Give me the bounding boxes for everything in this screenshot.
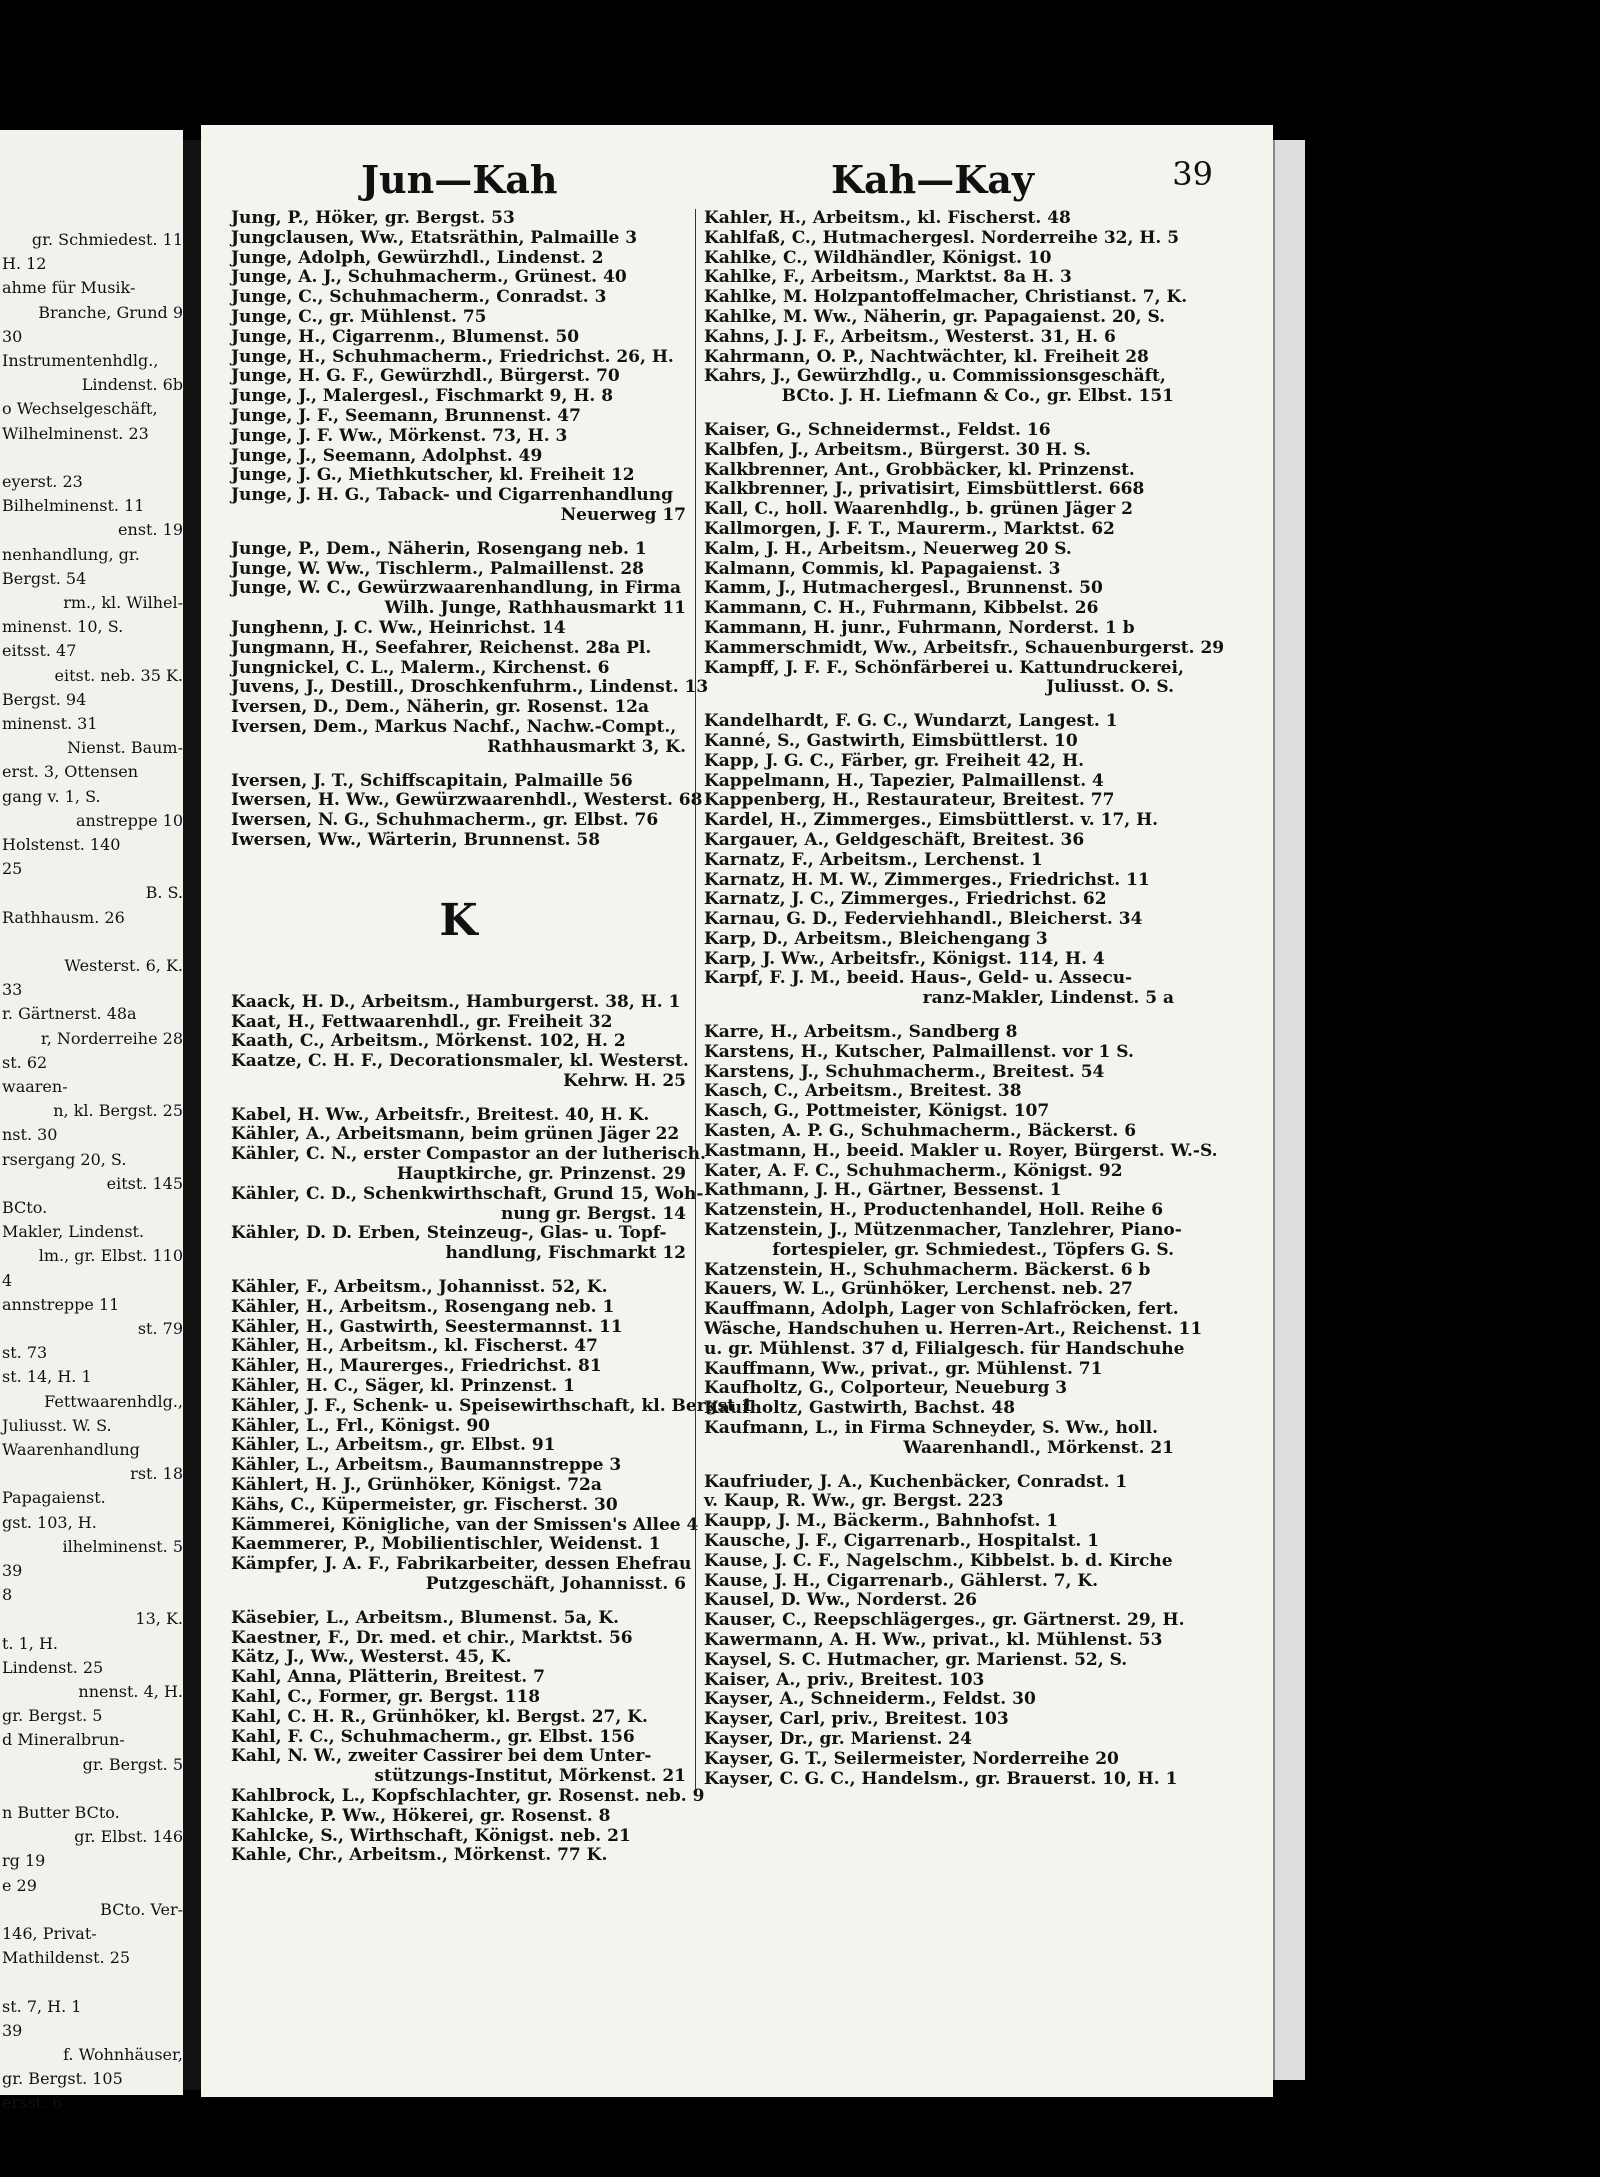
directory-entry: Kätz, J., Ww., Westerst. 45, K. bbox=[231, 1647, 512, 1668]
left-page-line: lm., gr. Elbst. 110 bbox=[38, 1246, 183, 1266]
left-page-line: ahme für Musik- bbox=[2, 278, 136, 298]
directory-entry: Karpf, F. J. M., beeid. Haus-, Geld- u. Assecu- bbox=[704, 968, 1133, 989]
directory-entry: Kahrmann, O. P., Nachtwächter, kl. Freiheit 28 bbox=[704, 346, 1149, 367]
left-page-line: gst. 103, H. bbox=[2, 1512, 97, 1532]
directory-entry: Kaiser, G., Schneidermst., Feldst. 16 bbox=[704, 419, 1051, 440]
directory-entry: Jungmann, H., Seefahrer, Reichenst. 28a Pl. bbox=[231, 637, 652, 658]
directory-entry: Kaatze, C. H. F., Decorationsmaler, kl. Westerst. bbox=[231, 1051, 689, 1072]
left-page-line: Westerst. 6, K. bbox=[64, 956, 183, 975]
left-page-line: eitsst. 47 bbox=[2, 641, 77, 661]
left-page-line: eitst. neb. 35 K. bbox=[54, 665, 183, 685]
left-page-line: Fettwaarenhdlg., bbox=[44, 1391, 183, 1411]
left-page-line: Makler, Lindenst. bbox=[2, 1222, 145, 1242]
directory-entry: Kahns, J. J. F., Arbeitsm., Westerst. 31, H. 6 bbox=[704, 326, 1116, 347]
left-page-line: n Butter BCto. bbox=[2, 1803, 120, 1822]
entry-continuation: Rathhausmarkt 3, K. bbox=[487, 736, 686, 757]
entry-continuation: Wilh. Junge, Rathhausmarkt 11 bbox=[384, 598, 686, 619]
directory-entry: Iversen, Dem., Markus Nachf., Nachw.-Compt., bbox=[231, 716, 677, 737]
directory-entry: Kähler, F., Arbeitsm., Johannisst. 52, K. bbox=[231, 1277, 608, 1298]
left-page-line: Holstenst. 140 bbox=[2, 835, 121, 854]
directory-entry: Kauers, W. L., Grünhöker, Lerchenst. neb. 27 bbox=[704, 1279, 1133, 1300]
directory-entry: Kayser, G. T., Seilermeister, Norderreihe 20 bbox=[704, 1748, 1119, 1769]
left-page-line: f. Wohnhäuser, bbox=[63, 2045, 183, 2064]
directory-entry: Kämmerei, Königliche, van der Smissen's Allee 4 bbox=[231, 1514, 699, 1535]
directory-entry: Kähler, C. D., Schenkwirthschaft, Grund 15, Woh- bbox=[231, 1183, 704, 1204]
left-page-line: gr. Bergst. 5 bbox=[82, 1754, 183, 1774]
page-edge bbox=[1273, 140, 1305, 2080]
directory-entry: Junge, A. J., Schuhmacherm., Grünest. 40 bbox=[231, 267, 627, 288]
directory-entry: Kaestner, F., Dr. med. et chir., Marktst. 56 bbox=[231, 1627, 633, 1648]
directory-entry: Kähler, H., Maurerges., Friedrichst. 81 bbox=[231, 1356, 602, 1377]
directory-entry: Kauser, C., Reepschlägerges., gr. Gärtnerst. 29, H. bbox=[704, 1610, 1185, 1631]
directory-entry: Kaiser, A., priv., Breitest. 103 bbox=[704, 1669, 985, 1690]
directory-entry: Kardel, H., Zimmerges., Eimsbüttlerst. v. 17, H. bbox=[704, 810, 1159, 831]
directory-entry: Kanné, S., Gastwirth, Eimsbüttlerst. 10 bbox=[704, 730, 1078, 751]
left-page-line: gang v. 1, S. bbox=[2, 786, 101, 806]
left-column bbox=[231, 208, 753, 1866]
directory-entry: Kausel, D. Ww., Norderst. 26 bbox=[704, 1590, 977, 1611]
left-page-line: Papagaienst. bbox=[2, 1488, 106, 1508]
entry-gap bbox=[704, 698, 1174, 712]
directory-entry: Kahlfaß, C., Hutmachergesl. Norderreihe 32, H. 5 bbox=[704, 227, 1180, 248]
directory-entry: Kaufholtz, Gastwirth, Bachst. 48 bbox=[704, 1398, 1016, 1419]
entry-continuation: Waarenhandl., Mörkenst. 21 bbox=[903, 1437, 1174, 1458]
section-letter: K bbox=[439, 894, 478, 946]
entry-gap bbox=[704, 1009, 1174, 1023]
directory-entry: Kaat, H., Fettwaarenhdl., gr. Freiheit 32 bbox=[231, 1011, 613, 1032]
left-page-line: ilhelminenst. 5 bbox=[62, 1536, 183, 1556]
directory-entry: Kahlke, M. Holzpantoffelmacher, Christianst. 7, K. bbox=[704, 287, 1188, 308]
left-page-line: gr. Bergst. 5 bbox=[2, 1706, 103, 1726]
directory-entry: Kahlcke, S., Wirthschaft, Königst. neb. 21 bbox=[231, 1825, 631, 1846]
directory-entry: Kahler, H., Arbeitsm., kl. Fischerst. 48 bbox=[704, 208, 1071, 228]
left-page-line: eyerst. 23 bbox=[2, 472, 83, 491]
entry-gap bbox=[231, 1595, 686, 1609]
directory-entry: Kahl, Anna, Plätterin, Breitest. 7 bbox=[231, 1667, 545, 1688]
directory-entry: Junge, J., Malergesl., Fischmarkt 9, H. 8 bbox=[231, 386, 614, 407]
directory-entry: Kalkbrenner, Ant., Grobbäcker, kl. Prinzenst. bbox=[704, 459, 1135, 480]
left-page-line: n, kl. Bergst. 25 bbox=[53, 1101, 183, 1121]
directory-entry: Junge, J. F., Seemann, Brunnenst. 47 bbox=[231, 405, 581, 426]
directory-entry: Kaemmerer, P., Mobilientischler, Weidenst. 1 bbox=[231, 1534, 661, 1555]
directory-entry: Kählert, H. J., Grünhöker, Königst. 72a bbox=[231, 1475, 602, 1496]
directory-entry: Kaath, C., Arbeitsm., Mörkenst. 102, H. 2 bbox=[231, 1031, 626, 1052]
directory-entry: Karnau, G. D., Federviehhandl., Bleicherst. 34 bbox=[704, 909, 1143, 930]
left-page-line: 8 bbox=[2, 1585, 13, 1605]
directory-entry: Kähler, L., Frl., Königst. 90 bbox=[231, 1415, 490, 1436]
left-page-line: Mathildenst. 25 bbox=[2, 1948, 131, 1968]
left-page-line: erst. 3, Ottensen bbox=[2, 762, 139, 782]
directory-entry: Kähler, J. F., Schenk- u. Speisewirthschaft, kl. Bergst 1 bbox=[231, 1395, 753, 1416]
directory-entry: Kähler, C. N., erster Compastor an der lutherisch. bbox=[231, 1144, 706, 1165]
directory-entry: Kahlke, M. Ww., Näherin, gr. Papagaienst. 20, S. bbox=[704, 306, 1166, 327]
directory-entry: Kähler, H., Arbeitsm., kl. Fischerst. 47 bbox=[231, 1336, 598, 1357]
directory-entry: Kauffmann, Ww., privat., gr. Mühlenst. 71 bbox=[704, 1358, 1103, 1379]
entry-continuation: Juliusst. O. S. bbox=[1046, 677, 1174, 698]
left-page-line: st. 79 bbox=[137, 1319, 183, 1338]
left-page-line: 146, Privat- bbox=[2, 1924, 97, 1943]
directory-entry: Kargauer, A., Geldgeschäft, Breitest. 36 bbox=[704, 829, 1085, 850]
left-page-line: rsergang 20, S. bbox=[2, 1149, 127, 1169]
left-page-line: e 29 bbox=[2, 1875, 37, 1895]
directory-entry: Kaysel, S. C. Hutmacher, gr. Marienst. 52, S. bbox=[704, 1649, 1128, 1670]
entry-continuation: handlung, Fischmarkt 12 bbox=[445, 1243, 686, 1264]
entry-continuation: BCto. J. H. Liefmann & Co., gr. Elbst. 151 bbox=[781, 386, 1174, 407]
directory-entry: Kähler, H. C., Säger, kl. Prinzenst. 1 bbox=[231, 1376, 575, 1397]
directory-entry: Jung, P., Höker, gr. Bergst. 53 bbox=[231, 208, 515, 228]
directory-entry: Kampff, J. F. F., Schönfärberei u. Kattundruckerei, bbox=[704, 657, 1184, 678]
left-page-line: gr. Bergst. 105 bbox=[2, 2069, 123, 2089]
directory-entry: Kähler, H., Arbeitsm., Rosengang neb. 1 bbox=[231, 1296, 615, 1317]
directory-entry: Kammann, H. junr., Fuhrmann, Norderst. 1 b bbox=[704, 617, 1135, 638]
directory-entry: Kausche, J. F., Cigarrenarb., Hospitalst. 1 bbox=[704, 1531, 1100, 1551]
left-page-line: Rathhausm. 26 bbox=[2, 907, 125, 927]
left-page-line: Waarenhandlung bbox=[2, 1440, 140, 1459]
directory-entry: Kapp, J. G. C., Färber, gr. Freiheit 42, H. bbox=[704, 750, 1085, 771]
directory-entry: Junghenn, J. C. Ww., Heinrichst. 14 bbox=[231, 617, 566, 638]
directory-entry: Kahlcke, P. Ww., Hökerei, gr. Rosenst. 8 bbox=[231, 1805, 611, 1826]
left-page-line: 39 bbox=[2, 2020, 23, 2040]
directory-entry: Kayser, Carl, priv., Breitest. 103 bbox=[704, 1709, 1009, 1730]
directory-entry: Karstens, J., Schuhmacherm., Breitest. 54 bbox=[704, 1061, 1105, 1082]
directory-entry: Kappelmann, H., Tapezier, Palmaillenst. 4 bbox=[704, 770, 1104, 791]
directory-entry: Kahl, C., Former, gr. Bergst. 118 bbox=[231, 1687, 541, 1707]
entry-gap bbox=[231, 526, 686, 540]
left-page-line: r, Norderreihe 28 bbox=[40, 1028, 183, 1048]
directory-entry: Kähler, L., Arbeitsm., gr. Elbst. 91 bbox=[231, 1435, 556, 1456]
left-page-line: Nienst. Baum- bbox=[67, 738, 183, 758]
left-page-line: Instrumentenhdlg., bbox=[2, 351, 159, 370]
entry-gap bbox=[704, 1459, 1174, 1473]
directory-entry: Kappenberg, H., Restaurateur, Breitest. 77 bbox=[704, 790, 1115, 811]
directory-entry: Kasch, C., Arbeitsm., Breitest. 38 bbox=[704, 1081, 1022, 1102]
entry-continuation: Kehrw. H. 25 bbox=[563, 1070, 686, 1091]
entry-continuation: fortespieler, gr. Schmiedest., Töpfers G. S. bbox=[772, 1239, 1174, 1260]
directory-entry: Kähs, C., Küpermeister, gr. Fischerst. 30 bbox=[231, 1494, 618, 1515]
directory-entry: Junge, P., Dem., Näherin, Rosengang neb. 1 bbox=[231, 538, 647, 559]
directory-entry: Kahl, N. W., zweiter Cassirer bei dem Unter- bbox=[231, 1746, 652, 1767]
directory-entry: Iwersen, H. Ww., Gewürzwaarenhdl., Westerst. 68 bbox=[231, 790, 703, 811]
directory-entry: Junge, C., Schuhmacherm., Conradst. 3 bbox=[231, 287, 607, 308]
left-page-line: rm., kl. Wilhel- bbox=[63, 593, 183, 612]
left-page-line: Branche, Grund 9 bbox=[38, 302, 183, 322]
directory-entry: Katzenstein, H., Productenhandel, Holl. Reihe 6 bbox=[704, 1200, 1164, 1221]
directory-entry: Käsebier, L., Arbeitsm., Blumenst. 5a, K. bbox=[231, 1607, 620, 1628]
directory-entry: Junge, H., Cigarrenm., Blumenst. 50 bbox=[231, 326, 580, 347]
directory-entry: Kawermann, A. H. Ww., privat., kl. Mühlenst. 53 bbox=[704, 1629, 1163, 1650]
entry-gap bbox=[704, 407, 1174, 421]
directory-entry: Kahlke, F., Arbeitsm., Marktst. 8a H. 3 bbox=[704, 267, 1072, 288]
entry-continuation: stützungs-Institut, Mörkenst. 21 bbox=[374, 1766, 686, 1787]
directory-entry: Kallmorgen, J. F. T., Maurerm., Marktst. 62 bbox=[704, 518, 1115, 539]
left-page-fragment bbox=[0, 130, 183, 2113]
entry-continuation: Hauptkirche, gr. Prinzenst. 29 bbox=[396, 1164, 686, 1185]
directory-entry: Kater, A. F. C., Schuhmacherm., Königst. 92 bbox=[704, 1160, 1123, 1181]
directory-entry: Kathmann, J. H., Gärtner, Bessenst. 1 bbox=[704, 1180, 1062, 1201]
left-page-line: 25 bbox=[2, 859, 23, 879]
header-right: Kah—Kay bbox=[831, 157, 1035, 202]
directory-entry: Kähler, L., Arbeitsm., Baumannstreppe 3 bbox=[231, 1455, 622, 1476]
directory-entry: Junge, H., Schuhmacherm., Friedrichst. 26, H. bbox=[231, 346, 674, 367]
directory-entry: Kahl, C. H. R., Grünhöker, kl. Bergst. 27, K. bbox=[231, 1706, 648, 1727]
left-page-line: rg 19 bbox=[2, 1851, 46, 1871]
directory-entry: Junge, C., gr. Mühlenst. 75 bbox=[231, 306, 487, 327]
directory-entry: Karre, H., Arbeitsm., Sandberg 8 bbox=[704, 1022, 1018, 1043]
directory-entry: Katzenstein, H., Schuhmacherm. Bäckerst. 6 b bbox=[704, 1259, 1151, 1280]
left-page-line: minenst. 10, S. bbox=[2, 617, 124, 637]
entry-continuation: nung gr. Bergst. 14 bbox=[501, 1203, 686, 1224]
left-page-line: minenst. 31 bbox=[2, 714, 98, 733]
entry-continuation: u. gr. Mühlenst. 37 d, Filialgesch. für Handschuhe bbox=[704, 1338, 1185, 1359]
left-page-line: Juliusst. W. S. bbox=[2, 1415, 112, 1435]
directory-entry: Karnatz, H. M. W., Zimmerges., Friedrichst. 11 bbox=[704, 869, 1150, 890]
left-page-line: d Mineralbrun- bbox=[2, 1730, 125, 1750]
left-page-line: B. S. bbox=[145, 883, 183, 903]
entry-gap bbox=[231, 1264, 686, 1278]
book-gutter bbox=[183, 140, 201, 2090]
left-page-line: anstreppe 10 bbox=[76, 810, 183, 830]
left-page-line: enst. 19 bbox=[118, 520, 183, 540]
entry-continuation: Wäsche, Handschuhen u. Herren-Art., Reichenst. 11 bbox=[704, 1319, 1203, 1340]
left-page-line: Bergst. 54 bbox=[2, 568, 87, 588]
left-page-line: st. 73 bbox=[2, 1343, 48, 1363]
directory-entry: Kammerschmidt, Ww., Arbeitsfr., Schauenburgerst. 29 bbox=[704, 637, 1225, 658]
directory-entry: Kall, C., holl. Waarenhdlg., b. grünen Jäger 2 bbox=[704, 499, 1133, 520]
left-page-line: annstreppe 11 bbox=[2, 1294, 120, 1314]
directory-entry: Kabel, H. Ww., Arbeitsfr., Breitest. 40, H. K. bbox=[231, 1104, 650, 1125]
left-page-line: 39 bbox=[2, 1561, 23, 1580]
entry-gap bbox=[231, 1092, 686, 1106]
directory-entry: Iwersen, Ww., Wärterin, Brunnenst. 58 bbox=[231, 829, 601, 850]
directory-entry: Kayser, Dr., gr. Marienst. 24 bbox=[704, 1728, 972, 1749]
directory-entry: Kayser, C. G. C., Handelsm., gr. Brauerst. 10, H. 1 bbox=[704, 1768, 1178, 1789]
directory-entry: Kastmann, H., beeid. Makler u. Royer, Bürgerst. W.-S. bbox=[704, 1140, 1218, 1161]
header-left: Jun—Kah bbox=[361, 157, 558, 202]
directory-entry: Junge, W. C., Gewürzwaarenhandlung, in Firma bbox=[231, 578, 682, 599]
left-page-line: st. 7, H. 1 bbox=[2, 1996, 82, 2016]
directory-entry: Kamm, J., Hutmachergesl., Brunnenst. 50 bbox=[704, 578, 1103, 599]
left-page-line: nenhandlung, gr. bbox=[2, 544, 140, 564]
directory-entry: Karp, D., Arbeitsm., Bleichengang 3 bbox=[704, 928, 1048, 949]
directory-entry: Junge, J., Seemann, Adolphst. 49 bbox=[231, 445, 543, 466]
left-page-line: H. 12 bbox=[2, 254, 47, 274]
directory-entry: Junge, Adolph, Gewürzhdl., Lindenst. 2 bbox=[231, 247, 604, 268]
left-page-line: gr. Schmiedest. 11 bbox=[31, 230, 183, 249]
page-number: 39 bbox=[1172, 155, 1213, 193]
directory-entry: Karnatz, F., Arbeitsm., Lerchenst. 1 bbox=[704, 849, 1043, 870]
directory-entry: Karp, J. Ww., Arbeitsfr., Königst. 114, H. 4 bbox=[704, 948, 1105, 969]
left-page-line: ersst. 6 bbox=[2, 2093, 63, 2113]
directory-entry: Kahlbrock, L., Kopfschlachter, gr. Rosenst. neb. 9 bbox=[231, 1785, 705, 1806]
directory-entry: Katzenstein, J., Mützenmacher, Tanzlehrer, Piano- bbox=[704, 1220, 1182, 1241]
left-page-line: Lindenst. 6b bbox=[81, 375, 183, 395]
left-page-line: st. 14, H. 1 bbox=[2, 1367, 92, 1387]
left-page-line: 13, K. bbox=[135, 1609, 183, 1629]
directory-entry: Kähler, A., Arbeitsmann, beim grünen Jäger 22 bbox=[231, 1124, 680, 1145]
directory-entry: Junge, J. H. G., Taback- und Cigarrenhandlung bbox=[231, 485, 673, 506]
directory-entry: Karstens, H., Kutscher, Palmaillenst. vor 1 S. bbox=[704, 1041, 1134, 1062]
entry-continuation: Neuerweg 17 bbox=[560, 504, 686, 525]
directory-entry: Kalbfen, J., Arbeitsm., Bürgerst. 30 H. S. bbox=[704, 439, 1092, 460]
directory-entry: Jungclausen, Ww., Etatsräthin, Palmaille 3 bbox=[231, 227, 638, 248]
left-page-line: r. Gärtnerst. 48a bbox=[2, 1004, 137, 1024]
entry-continuation: ranz-Makler, Lindenst. 5 a bbox=[922, 988, 1174, 1009]
directory-entry: Kause, J. H., Cigarrenarb., Gählerst. 7, K. bbox=[704, 1570, 1099, 1591]
directory-entry: Kalkbrenner, J., privatisirt, Eimsbüttlerst. 668 bbox=[704, 479, 1145, 500]
directory-entry: Iwersen, N. G., Schuhmacherm., gr. Elbst. 76 bbox=[231, 810, 659, 831]
left-page-line: BCto. Ver- bbox=[100, 1899, 183, 1919]
left-page-line: rst. 18 bbox=[130, 1464, 183, 1484]
directory-entry: Kaufholtz, G., Colporteur, Neueburg 3 bbox=[704, 1378, 1068, 1399]
directory-entry: Kahle, Chr., Arbeitsm., Mörkenst. 77 K. bbox=[231, 1845, 608, 1866]
left-page-line: 4 bbox=[2, 1270, 13, 1290]
directory-entry: Kaufmann, L., in Firma Schneyder, S. Ww., holl. bbox=[704, 1418, 1158, 1439]
left-page-line: waaren- bbox=[2, 1077, 68, 1096]
entry-gap bbox=[231, 758, 686, 772]
directory-entry: Kandelhardt, F. G. C., Wundarzt, Langest. 1 bbox=[704, 711, 1118, 732]
directory-entry: Kahrs, J., Gewürzhdlg., u. Commissionsgeschäft, bbox=[704, 366, 1166, 387]
directory-entry: Kasch, G., Pottmeister, Königst. 107 bbox=[704, 1101, 1050, 1122]
left-page-line: st. 62 bbox=[2, 1052, 48, 1072]
directory-entry: Junge, W. Ww., Tischlerm., Palmaillenst. 28 bbox=[231, 558, 644, 579]
right-column bbox=[695, 208, 1225, 1789]
directory-entry: Kammann, C. H., Fuhrmann, Kibbelst. 26 bbox=[704, 598, 1099, 619]
left-page-line: nnenst. 4, H. bbox=[78, 1682, 183, 1701]
directory-entry: Iversen, J. T., Schiffscapitain, Palmaille 56 bbox=[231, 770, 633, 791]
directory-entry: Junge, H. G. F., Gewürzhdl., Bürgerst. 70 bbox=[231, 366, 620, 387]
directory-entry: Kähler, H., Gastwirth, Seestermannst. 11 bbox=[231, 1316, 623, 1337]
left-page-line: eitst. 145 bbox=[106, 1173, 183, 1193]
left-page-line: 30 bbox=[2, 326, 23, 346]
directory-entry: Kaack, H. D., Arbeitsm., Hamburgerst. 38, H. 1 bbox=[231, 991, 681, 1012]
left-page-line: o Wechselgeschäft, bbox=[2, 399, 158, 419]
directory-entry: Kahl, F. C., Schuhmacherm., gr. Elbst. 156 bbox=[231, 1726, 635, 1747]
directory-entry: Kalm, J. H., Arbeitsm., Neuerweg 20 S. bbox=[704, 538, 1072, 559]
left-page-line: gr. Elbst. 146 bbox=[74, 1827, 183, 1847]
directory-entry: Juvens, J., Destill., Droschkenfuhrm., Lindenst. 13 bbox=[231, 677, 709, 698]
left-page-line: nst. 30 bbox=[2, 1125, 58, 1145]
left-page-line: 33 bbox=[2, 980, 23, 1000]
left-page-line: Bergst. 94 bbox=[2, 689, 87, 709]
directory-page bbox=[201, 125, 1273, 2097]
directory-entry: Kause, J. C. F., Nagelschm., Kibbelst. b. d. Kirche bbox=[704, 1550, 1173, 1571]
directory-entry: Kayser, A., Schneiderm., Feldst. 30 bbox=[704, 1689, 1036, 1710]
directory-entry: Junge, J. G., Miethkutscher, kl. Freiheit 12 bbox=[231, 465, 635, 486]
directory-entry: Kähler, D. D. Erben, Steinzeug-, Glas- u. Topf- bbox=[231, 1223, 667, 1244]
left-page-line: Wilhelminenst. 23 bbox=[2, 423, 149, 443]
left-page-line: Bilhelminenst. 11 bbox=[2, 496, 145, 516]
directory-entry: v. Kaup, R. Ww., gr. Bergst. 223 bbox=[704, 1491, 1004, 1512]
entry-continuation: Putzgeschäft, Johannisst. 6 bbox=[425, 1574, 686, 1595]
directory-entry: Kahlke, C., Wildhändler, Königst. 10 bbox=[704, 247, 1052, 268]
directory-entry: Kasten, A. P. G., Schuhmacherm., Bäckerst. 6 bbox=[704, 1121, 1137, 1142]
left-page-line: t. 1, H. bbox=[2, 1633, 58, 1653]
directory-entry: Jungnickel, C. L., Malerm., Kirchenst. 6 bbox=[231, 657, 610, 678]
left-page-line: BCto. bbox=[2, 1198, 48, 1217]
directory-entry: Kauffmann, Adolph, Lager von Schlafröcken, fert. bbox=[704, 1299, 1179, 1320]
directory-entry: Kalmann, Commis, kl. Papagaienst. 3 bbox=[704, 558, 1061, 579]
directory-entry: Kaufriuder, J. A., Kuchenbäcker, Conradst. 1 bbox=[704, 1471, 1128, 1492]
directory-entry: Kämpfer, J. A. F., Fabrikarbeiter, dessen Ehefrau bbox=[231, 1554, 692, 1575]
left-page-line: Lindenst. 25 bbox=[2, 1657, 104, 1677]
directory-entry: Karnatz, J. C., Zimmerges., Friedrichst. 62 bbox=[704, 889, 1107, 910]
directory-entry: Iversen, D., Dem., Näherin, gr. Rosenst. 12a bbox=[231, 697, 649, 718]
directory-entry: Junge, J. F. Ww., Mörkenst. 73, H. 3 bbox=[231, 425, 568, 446]
directory-entry: Kaupp, J. M., Bäckerm., Bahnhofst. 1 bbox=[704, 1511, 1059, 1532]
